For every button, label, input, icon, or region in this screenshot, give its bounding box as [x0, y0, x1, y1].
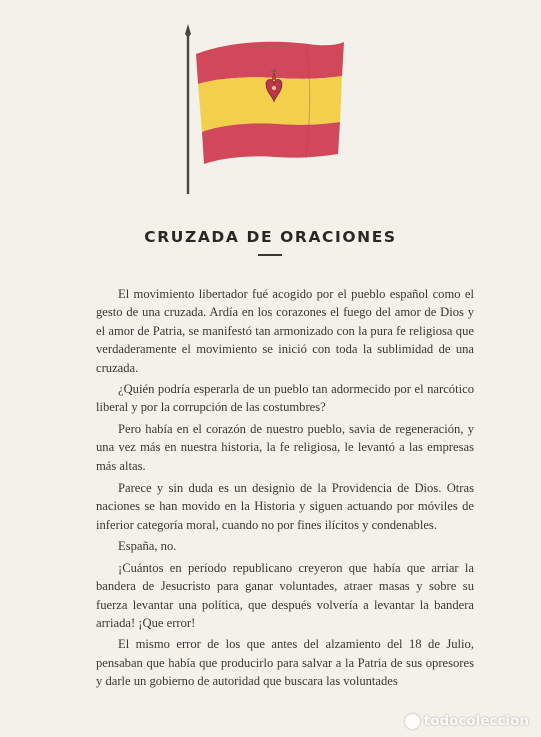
- watermark: [405, 713, 529, 729]
- watermark-text: todocoleccion: [423, 713, 529, 729]
- paragraph: ¿Quién podría esperarla de un pueblo tan adormecido por el narcótico liberal y por la corrupción de las costumbres?: [96, 382, 474, 415]
- paragraph: Parece y sin duda es un designio de la Providencia de Dios. Otras naciones se han movido en la Historia y siguen actuando por móviles de inferior categoría moral, cuando no por fines ilícitos y condenables.: [96, 481, 474, 532]
- paragraph: El mismo error de los que antes del alzamiento del 18 de Julio, pensaban que había que producirlo para salvar a la Patria de sus opresores y darle un gobierno de autoridad que buscara las voluntades: [96, 637, 474, 689]
- flag-icon: [178, 22, 358, 197]
- spanish-flag-illustration: [178, 22, 358, 197]
- paragraph: Pero había en el corazón de nuestro pueblo, savia de regeneración, y una vez más en nuestra historia, la fe religiosa, le levantó a las empresas más altas.: [96, 421, 474, 473]
- title-underline: [258, 254, 282, 256]
- paragraph: España, no.: [118, 539, 177, 554]
- document-title: CRUZADA DE ORACIONES: [144, 228, 397, 246]
- paragraph: ¡Cuántos en período republicano creyeron que había que arriar la bandera de Jesucristo para ganar voluntades, atraer masas y sobre su fuerza levantar una política, que después volvería a levantar la bandera arriada! ¡Que error!: [96, 560, 474, 630]
- document-body: [96, 285, 474, 694]
- paragraph: El movimiento libertador fué acogido por el pueblo español como el gesto de una cruzada. Ardía en los corazones el fuego del amor de Dios y el amor de Patria, se manifestó tan armonizado con la pura fe religiosa que verdaderamente el movimiento se inició con toda la sublimidad de una cruzada.: [96, 287, 474, 375]
- watermark-logo-icon: [405, 714, 420, 729]
